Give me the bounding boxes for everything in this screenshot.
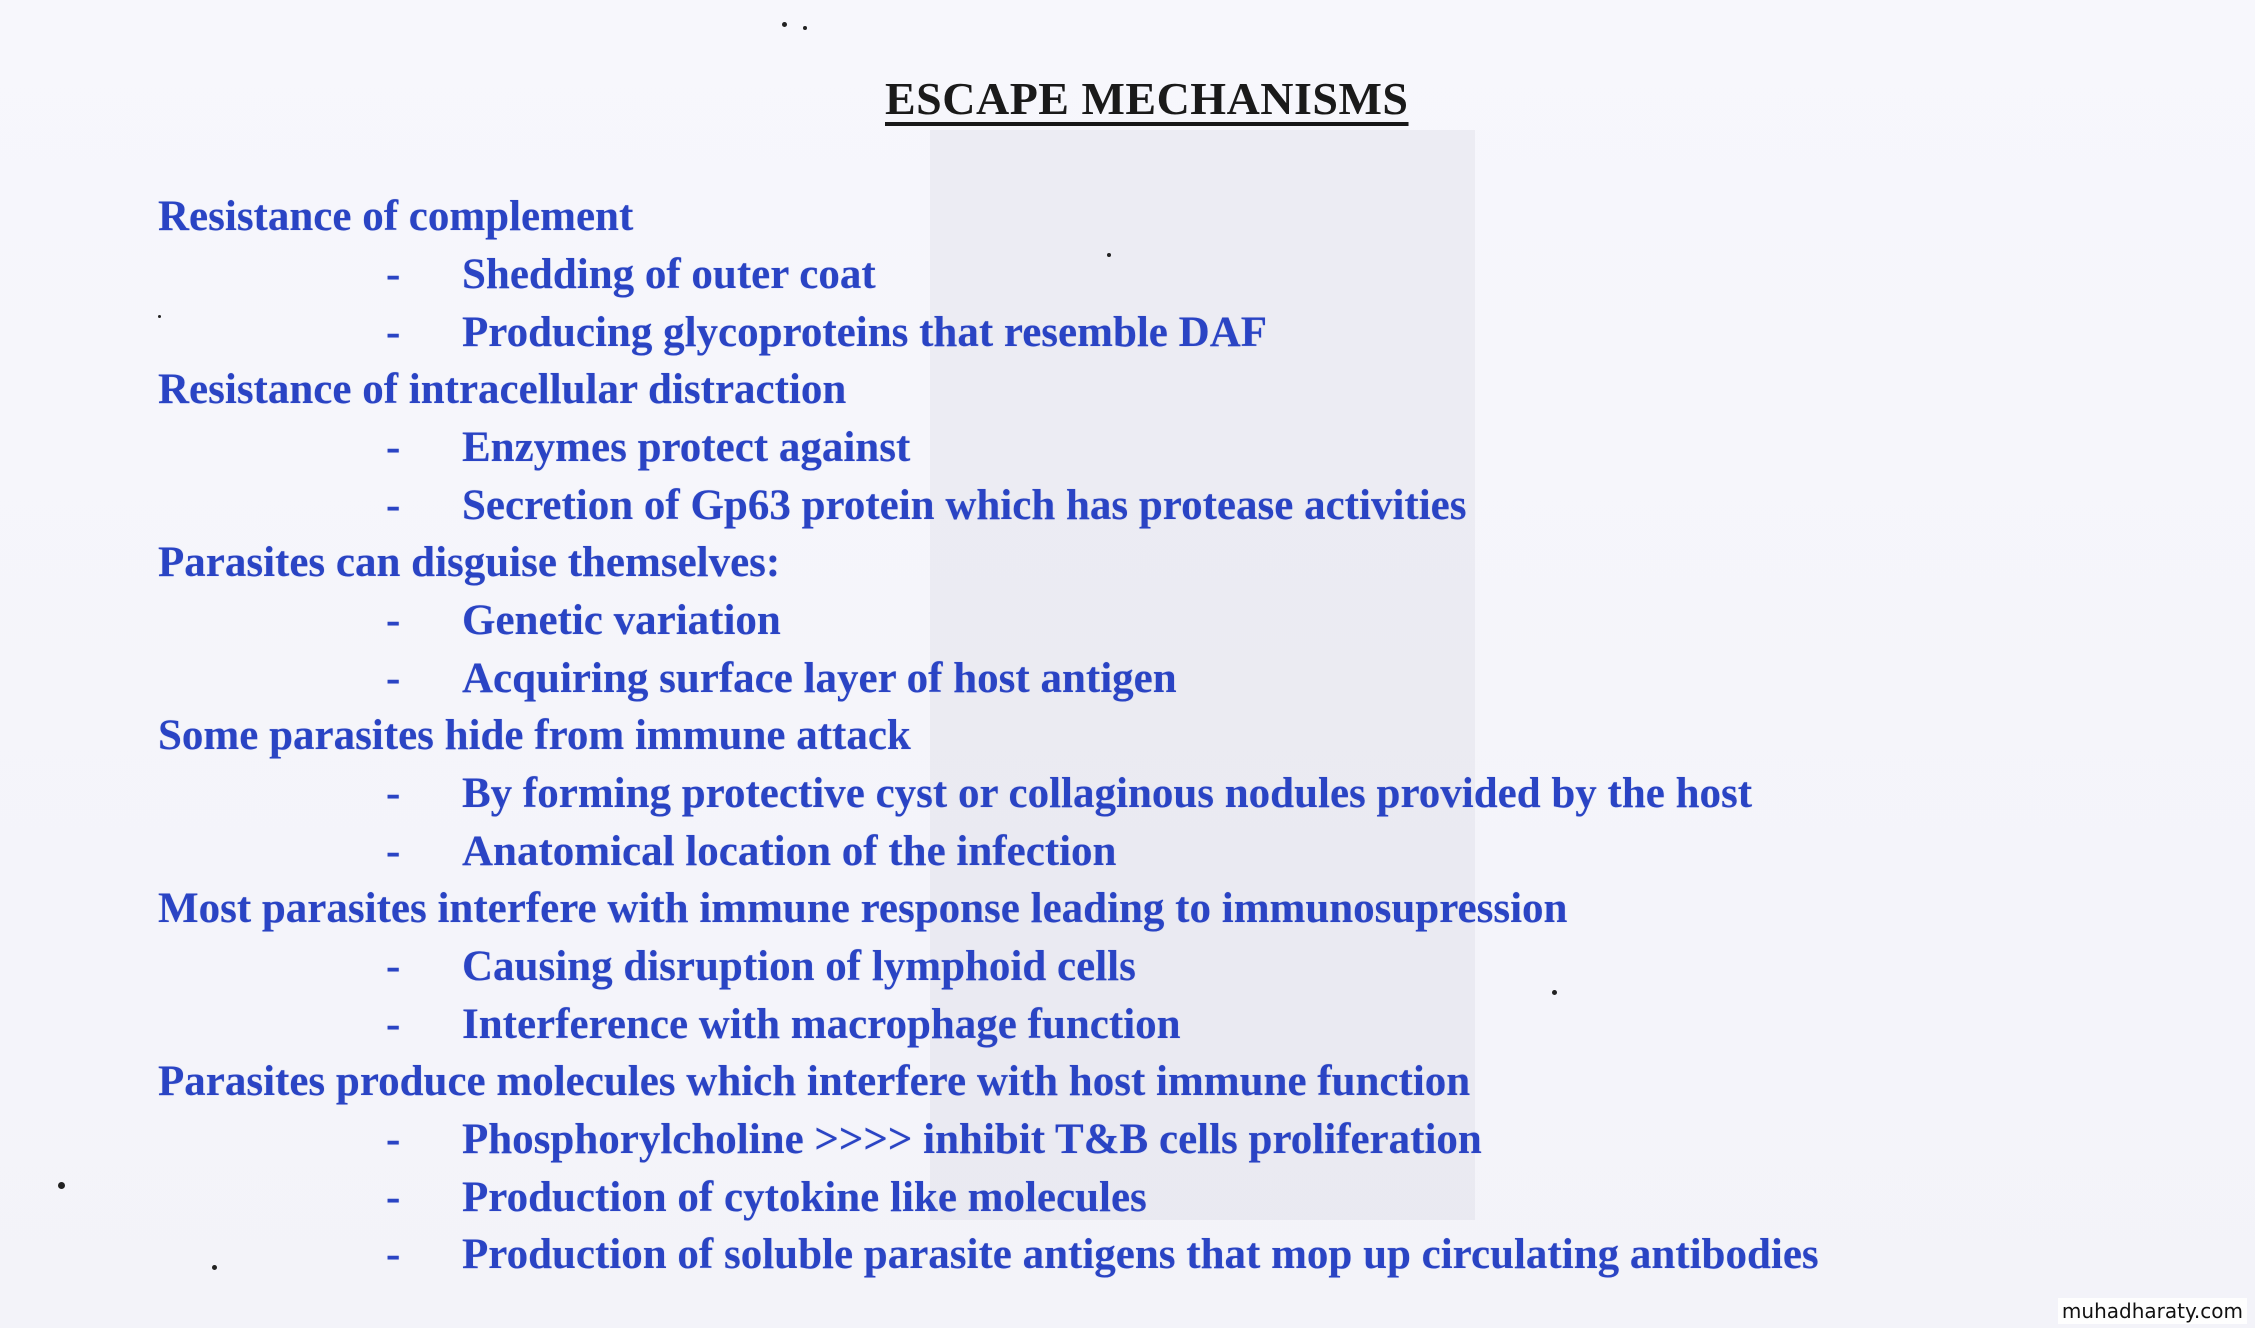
scan-speck: [158, 315, 161, 318]
bullet-marker: -: [386, 1116, 401, 1163]
bullet-item: [158, 592, 2158, 650]
section-resistance-of-intracellular-distraction: [158, 361, 2158, 534]
bullet-item: [158, 1226, 2158, 1284]
bullet-marker: -: [386, 1231, 401, 1278]
section-heading: Most parasites interfere with immune response leading to immunosupression: [158, 885, 1568, 932]
bullet-marker: -: [386, 1000, 401, 1048]
bullet-marker: -: [386, 251, 401, 298]
section-immunosupression: [158, 880, 2158, 1053]
bullet-marker: -: [386, 597, 401, 644]
bullet-text: Production of cytokine like molecules: [462, 1173, 1147, 1221]
bullet-text: Secretion of Gp63 protein which has protease activities: [462, 481, 1467, 529]
section-heading: Resistance of complement: [158, 193, 634, 240]
bullet-marker: -: [386, 424, 401, 471]
bullet-text: Phosphorylcholine >>>> inhibit T&B cells proliferation: [462, 1116, 1482, 1163]
scan-speck: [212, 1265, 217, 1270]
bullet-text: Interference with macrophage function: [462, 1000, 1181, 1048]
bullet-item: [158, 1111, 2158, 1169]
bullet-text: Genetic variation: [462, 597, 781, 644]
scan-speck: [1552, 990, 1557, 995]
section-heading: Some parasites hide from immune attack: [158, 712, 911, 759]
bullet-item: [158, 419, 2158, 477]
watermark-text: muhadharaty.com: [2058, 1298, 2247, 1324]
bullet-text: Anatomical location of the infection: [462, 827, 1117, 875]
section-heading: Parasites produce molecules which interfere with host immune function: [158, 1058, 1471, 1105]
bullet-item: [158, 765, 2158, 823]
bullet-marker: -: [386, 1173, 401, 1221]
document-title: ESCAPE MECHANISMS: [885, 73, 1409, 124]
section-parasites-hide: [158, 707, 2158, 880]
bullet-item: [158, 477, 2158, 535]
bullet-item: [158, 823, 2158, 881]
bullet-text: Acquiring surface layer of host antigen: [462, 654, 1177, 702]
bullet-item: [158, 938, 2158, 996]
section-heading: Resistance of intracellular distraction: [158, 366, 847, 413]
bullet-item: [158, 304, 2158, 362]
bullet-marker: -: [386, 827, 401, 875]
bullet-item: [158, 650, 2158, 708]
section-parasites-disguise: [158, 534, 2158, 707]
scan-speck: [803, 26, 807, 30]
bullet-marker: -: [386, 654, 401, 702]
bullet-text: Causing disruption of lymphoid cells: [462, 943, 1136, 990]
bullet-text: By forming protective cyst or collaginous nodules provided by the host: [462, 770, 1753, 817]
bullet-text: Shedding of outer coat: [462, 251, 876, 298]
document-body: [158, 188, 2158, 1284]
scan-speck: [1107, 253, 1111, 257]
section-parasite-molecules: [158, 1053, 2158, 1284]
bullet-text: Enzymes protect against: [462, 424, 911, 471]
section-resistance-of-complement: [158, 188, 2158, 361]
scan-speck: [782, 22, 787, 27]
bullet-marker: -: [386, 481, 401, 529]
bullet-text: Production of soluble parasite antigens that mop up circulating antibodies: [462, 1231, 1819, 1278]
bullet-text: Producing glycoproteins that resemble DAF: [462, 308, 1268, 356]
bullet-marker: -: [386, 308, 401, 356]
section-heading: Parasites can disguise themselves:: [158, 539, 781, 586]
scan-speck: [58, 1182, 65, 1189]
bullet-marker: -: [386, 770, 401, 817]
bullet-marker: -: [386, 943, 401, 990]
bullet-item: [158, 246, 2158, 304]
bullet-item: [158, 996, 2158, 1054]
bullet-item: [158, 1169, 2158, 1227]
